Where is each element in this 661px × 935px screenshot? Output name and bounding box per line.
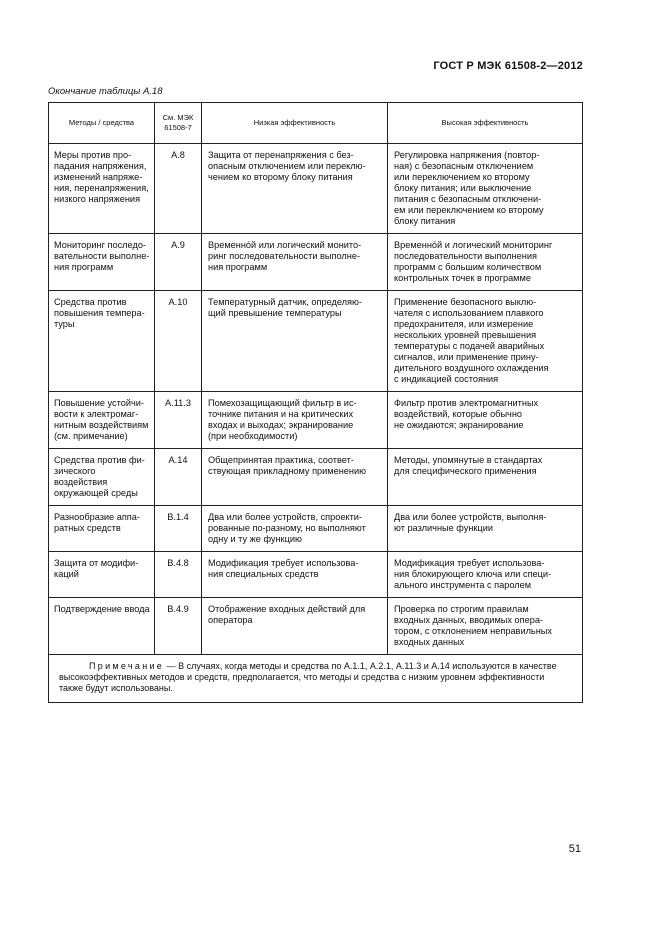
table-note [49, 655, 583, 703]
high-effectiveness-cell: Регулировка напряжения (повтор- ная) с безопасным отключением или переключением ко второму блоку питания; или выключение питания с безопасным отключени- ем или переключением ко второму блоку питания [388, 144, 583, 234]
table-row [49, 144, 583, 234]
method-cell: Меры против про- падания напряжения, изменений напряже- ния, перенапряжения, низкого напряжения [49, 144, 155, 234]
method-cell: Средства против повышения темпера- туры [49, 291, 155, 392]
reference-cell: A.14 [155, 449, 202, 506]
reference-cell: B.4.8 [155, 552, 202, 598]
reference-cell: A.11.3 [155, 392, 202, 449]
reference-cell: A.10 [155, 291, 202, 392]
note-row [49, 655, 583, 703]
low-effectiveness-cell: Температурный датчик, определяю- щий превышение температуры [202, 291, 388, 392]
table-row [49, 449, 583, 506]
table-row [49, 392, 583, 449]
low-effectiveness-cell: Помехозащищающий фильтр в ис- точнике питания и на критических входах и выходах; экранирование (при необходимости) [202, 392, 388, 449]
table-row [49, 234, 583, 291]
note-label: Примечание [89, 661, 165, 671]
high-effectiveness-cell: Временно́й и логический мониторинг последовательности выполнения программ с большим количеством контрольных точек в программе [388, 234, 583, 291]
table-row [49, 598, 583, 655]
method-cell: Подтверждение ввода [49, 598, 155, 655]
method-cell: Защита от модифи- каций [49, 552, 155, 598]
methods-table [48, 102, 583, 703]
table-row [49, 291, 583, 392]
document-id: ГОСТ Р МЭК 61508-2—2012 [433, 60, 583, 72]
column-header: Методы / средства [49, 103, 155, 144]
low-effectiveness-cell: Общепринятая практика, соответ- ствующая прикладному применению [202, 449, 388, 506]
high-effectiveness-cell: Применение безопасного выклю- чателя с использованием плавкого предохранителя, или измерение нескольких уровней превышения температуры с подачей аварийных сигналов, или применение прину- дительного воздушного охлаждения с индикацией состояния [388, 291, 583, 392]
high-effectiveness-cell: Методы, упомянутые в стандартах для специфического применения [388, 449, 583, 506]
reference-cell: B.1.4 [155, 506, 202, 552]
low-effectiveness-cell: Два или более устройств, спроекти- рованные по-разному, но выполняют одну и ту же функцию [202, 506, 388, 552]
column-header: См. МЭК 61508-7 [155, 103, 202, 144]
method-cell: Мониторинг последо- вательности выполне- ния программ [49, 234, 155, 291]
column-header: Низкая эффективность [202, 103, 388, 144]
reference-cell: A.8 [155, 144, 202, 234]
reference-cell: B.4.9 [155, 598, 202, 655]
reference-cell: A.9 [155, 234, 202, 291]
high-effectiveness-cell: Модификация требует использова- ния блокирующего ключа или специ- ального инструмента с паролем [388, 552, 583, 598]
high-effectiveness-cell: Проверка по строгим правилам входных данных, вводимых опера- тором, с отклонением неправильных входных данных [388, 598, 583, 655]
table-header-row [49, 103, 583, 144]
note-text: — В случаях, когда методы и средства по А.1.1, А.2.1, А.11.3 и А.14 используются в качестве высокоэффективных методов и средств, предполагается, что методы и средства с низким уровнем эффективности также будут использованы. [59, 661, 557, 693]
table-caption: Окончание таблицы А.18 [48, 86, 163, 97]
high-effectiveness-cell: Фильтр против электромагнитных воздействий, которые обычно не ожидаются; экранирование [388, 392, 583, 449]
high-effectiveness-cell: Два или более устройств, выполня- ют различные функции [388, 506, 583, 552]
column-header: Высокая эффективность [388, 103, 583, 144]
method-cell: Разнообразие аппа- ратных средств [49, 506, 155, 552]
low-effectiveness-cell: Временно́й или логический монито- ринг последовательности выполне- ния программ [202, 234, 388, 291]
low-effectiveness-cell: Защита от перенапряжения с без- опасным отключением или переклю- чением ко второму блоку питания [202, 144, 388, 234]
table-row [49, 506, 583, 552]
method-cell: Средства против фи- зического воздействия окружающей среды [49, 449, 155, 506]
low-effectiveness-cell: Модификация требует использова- ния специальных средств [202, 552, 388, 598]
method-cell: Повышение устойчи- вости к электромаг- нитным воздействиям (см. примечание) [49, 392, 155, 449]
low-effectiveness-cell: Отображение входных действий для оператора [202, 598, 388, 655]
page-number: 51 [568, 843, 581, 855]
table-row [49, 552, 583, 598]
